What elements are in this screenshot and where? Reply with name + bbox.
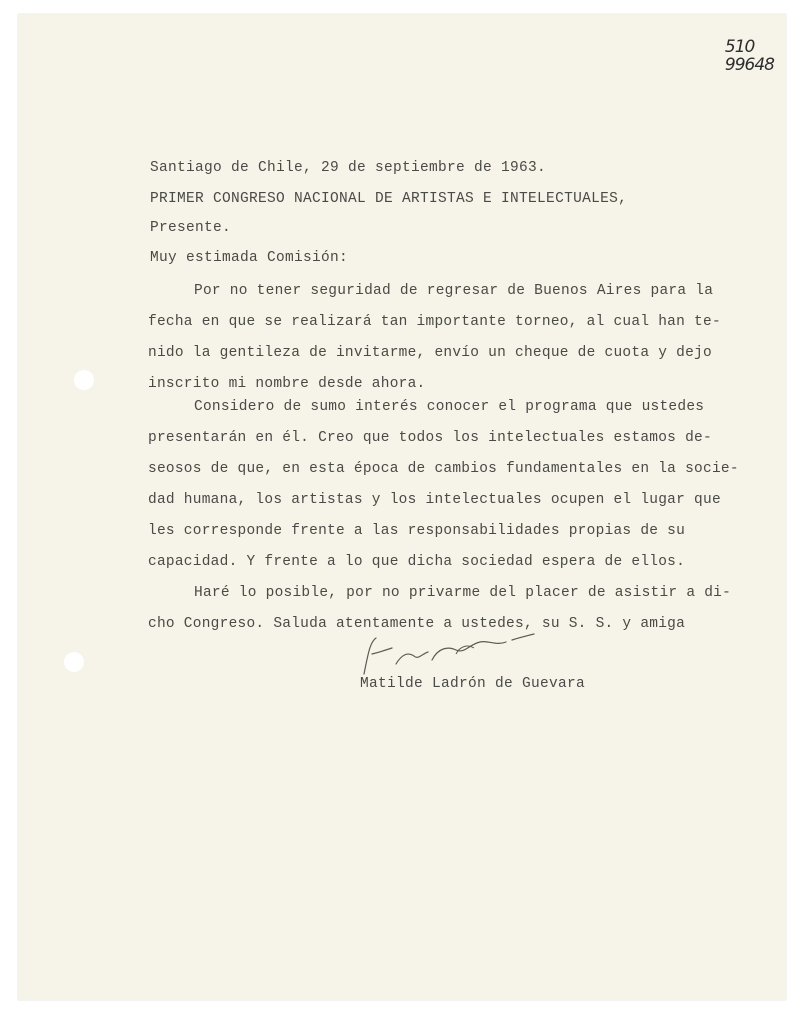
letter-page [18,14,786,1000]
paragraph-line: les corresponde frente a las responsabilidades propias de su [148,523,686,539]
recipient-line: PRIMER CONGRESO NACIONAL DE ARTISTAS E INTELECTUALES, [150,191,628,207]
paragraph-line: dad humana, los artistas y los intelectuales ocupen el lugar que [148,492,721,508]
handwritten-signature [356,624,556,680]
paragraph-line: fecha en que se realizará tan importante torneo, al cual han te- [148,314,721,330]
paragraph-line: nido la gentileza de invitarme, envío un cheque de cuota y dejo [148,345,712,361]
paragraph-line: inscrito mi nombre desde ahora. [148,376,426,392]
punch-hole [74,370,94,390]
paragraph-1 [148,276,738,400]
paragraph-line: Por no tener seguridad de regresar de Buenos Aires para la [194,283,714,299]
punch-hole [64,652,84,672]
presente-line: Presente. [150,220,232,236]
archive-annotation [725,38,774,74]
paragraph-line: Considero de sumo interés conocer el programa que ustedes [194,399,705,415]
archive-catalog-number: 99648 [724,55,774,75]
archive-ref-number: 510 [724,37,755,57]
paragraph-line: Haré lo posible, por no privarme del placer de asistir a di- [194,585,732,601]
signature-name: Matilde Ladrón de Guevara [360,676,586,692]
paragraph-line: seosos de que, en esta época de cambios fundamentales en la socie- [148,461,739,477]
paragraph-2 [148,392,738,578]
paragraph-line: presentarán en él. Creo que todos los intelectuales estamos de- [148,430,712,446]
dateline: Santiago de Chile, 29 de septiembre de 1963. [150,160,547,176]
paragraph-line: capacidad. Y frente a lo que dicha sociedad espera de ellos. [148,554,686,570]
salutation: Muy estimada Comisión: [150,250,349,266]
paragraph-line: cho Congreso. Saluda atentamente a ustedes, su S. S. y amiga [148,616,686,632]
